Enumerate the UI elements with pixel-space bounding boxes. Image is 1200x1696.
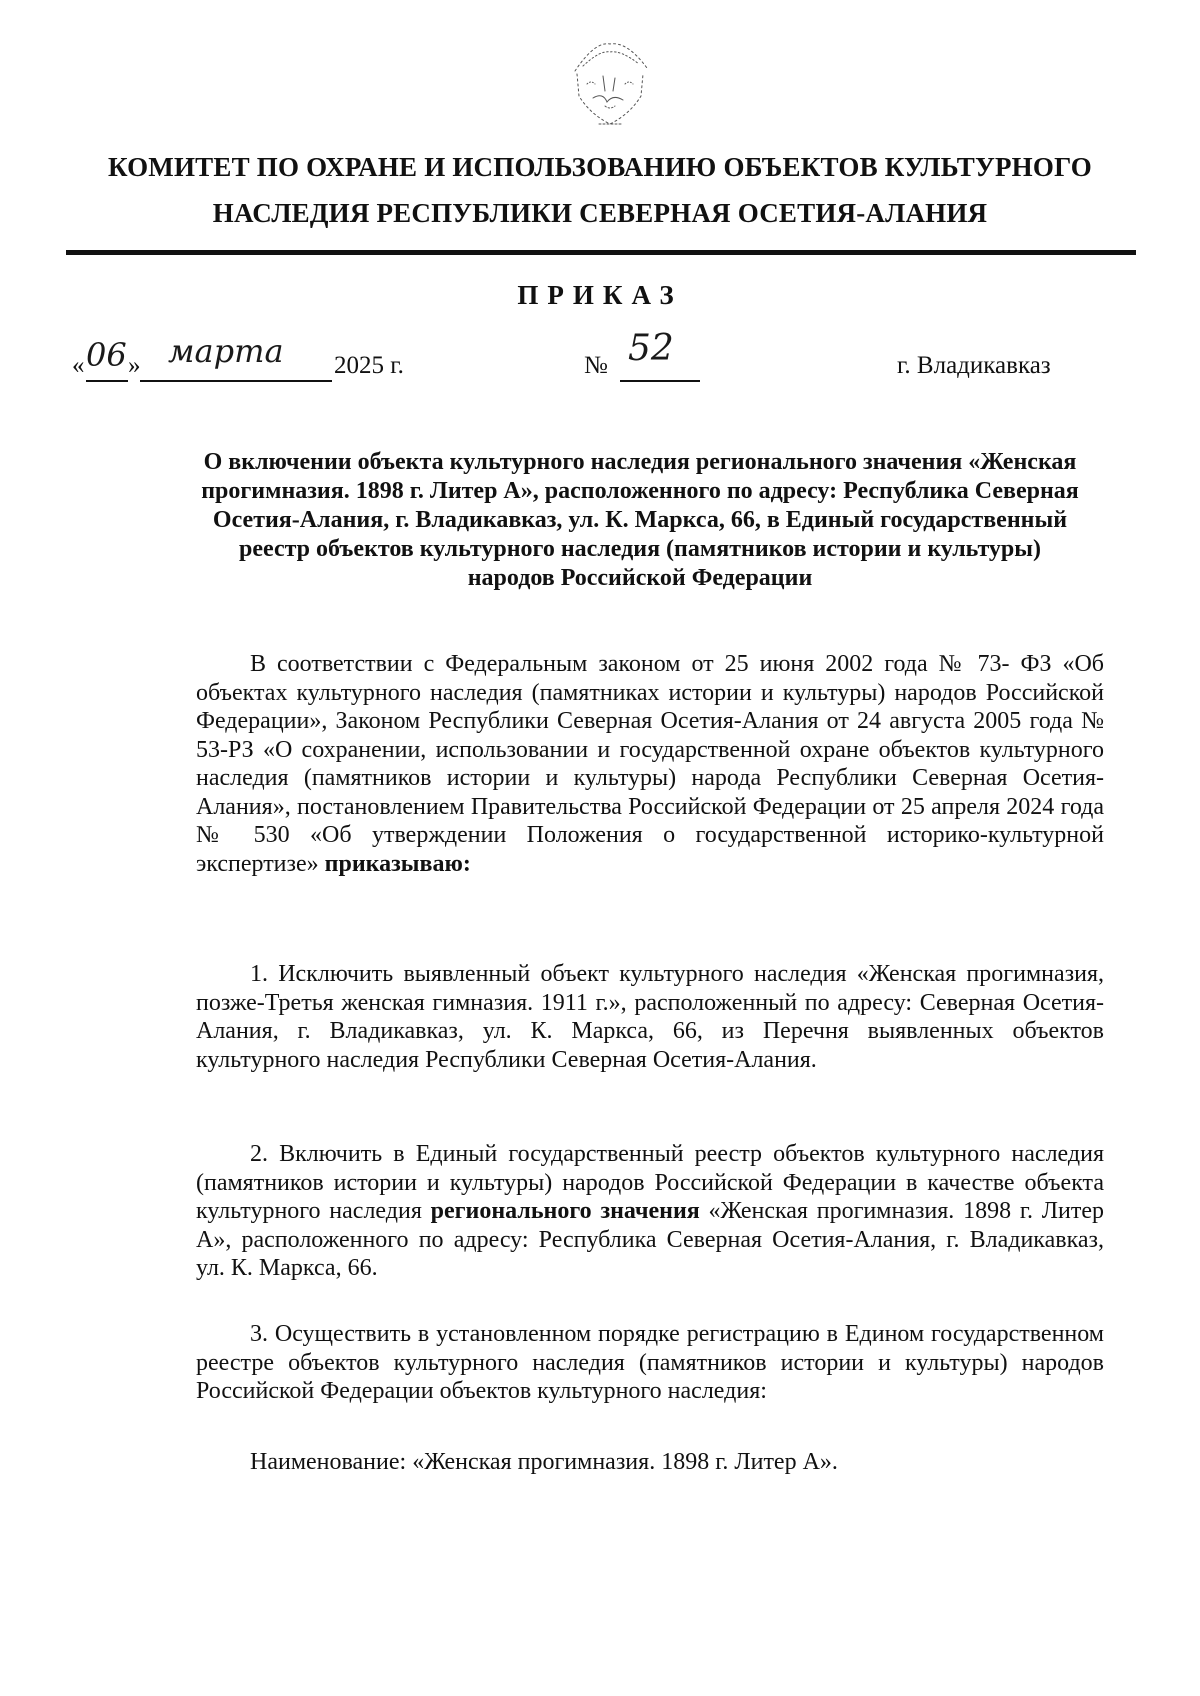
coat-of-arms-icon bbox=[555, 36, 665, 136]
organization-name-line1: КОМИТЕТ ПО ОХРАНЕ И ИСПОЛЬЗОВАНИЮ ОБЪЕКТОВ КУЛЬТУРНОГО bbox=[107, 152, 1092, 182]
name-line: Наименование: «Женская прогимназия. 1898 г. Литер А». bbox=[250, 1449, 838, 1475]
preamble-paragraph bbox=[196, 650, 1104, 878]
preamble-text: В соответствии с Федеральным законом от 25 июня 2002 года № 73- ФЗ «Об объектах культурного наследия (памятниках истории и культуры) народов Российской Федерации», Законом Республики Северная Осетия-Алания от 24 августа 2005 года № 53-РЗ «О сохранении, использовании и государственной охране объектов культурного наследия (памятников истории и культуры) народа Республики Северная Осетия-Алания», постановлением Правительства Российской Федерации от 25 апреля 2024 года № 530 «Об утверждении Положения о государственной историко-культурной экспертизе» bbox=[196, 651, 1104, 877]
preamble-order-word: приказываю: bbox=[324, 850, 471, 877]
date-quote-open: « bbox=[72, 352, 85, 379]
date-day-handwritten: 06 bbox=[86, 336, 127, 374]
order-number-label: № bbox=[584, 352, 608, 379]
date-month-handwritten: марта bbox=[168, 332, 284, 370]
item-2-text-start: 2. Включить в Единый государственный реестр объектов культурного наследия (памятников истории и культуры) народов Российской Федерации в качестве объекта культурного наследия bbox=[196, 1141, 1104, 1224]
document-title: ПРИКАЗ bbox=[517, 280, 683, 310]
item-2-text-end: «Женская прогимназия. 1898 г. Литер А», расположенного по адресу: Республика Северная Осетия-Алания, г. Владикавказ, ул. К. Маркса, 66. bbox=[196, 1198, 1104, 1281]
header-divider bbox=[66, 250, 1136, 255]
date-year: 2025 г. bbox=[334, 352, 404, 379]
date-month-underline bbox=[140, 380, 332, 382]
item-1-paragraph: 1. Исключить выявленный объект культурного наследия «Женская прогимназия, позже-Третья женская гимназия. 1911 г.», расположенный по адресу: Северная Осетия-Алания, г. Владикавказ, ул. К. Маркса, 66, из Перечня выявленных объектов культурного наследия Республики Северная Осетия-Алания. bbox=[196, 961, 1104, 1073]
item-2-bold-significance: регионального значения bbox=[430, 1198, 700, 1224]
item-2-paragraph bbox=[196, 1140, 1104, 1283]
order-number-underline bbox=[620, 380, 700, 382]
date-day-underline bbox=[86, 380, 128, 382]
city: г. Владикавказ bbox=[897, 352, 1051, 379]
order-number-handwritten: 52 bbox=[628, 328, 674, 369]
date-quote-close: » bbox=[128, 352, 141, 379]
item-3-paragraph: 3. Осуществить в установленном порядке регистрацию в Едином государственном реестре объектов культурного наследия (памятников истории и культуры) народов Российской Федерации объектов культурного наследия: bbox=[196, 1321, 1104, 1404]
document-subject: О включении объекта культурного наследия регионального значения «Женская прогимназия. 1898 г. Литер А», расположенного по адресу: Республика Северная Осетия-Алания, г. Владикавказ, ул. К. Маркса, 66, в Единый государственный реестр объектов культурного наследия (памятников истории и культуры) народов Российской Федерации bbox=[201, 449, 1079, 591]
organization-name-line2: НАСЛЕДИЯ РЕСПУБЛИКИ СЕВЕРНАЯ ОСЕТИЯ-АЛАНИЯ bbox=[212, 198, 988, 228]
